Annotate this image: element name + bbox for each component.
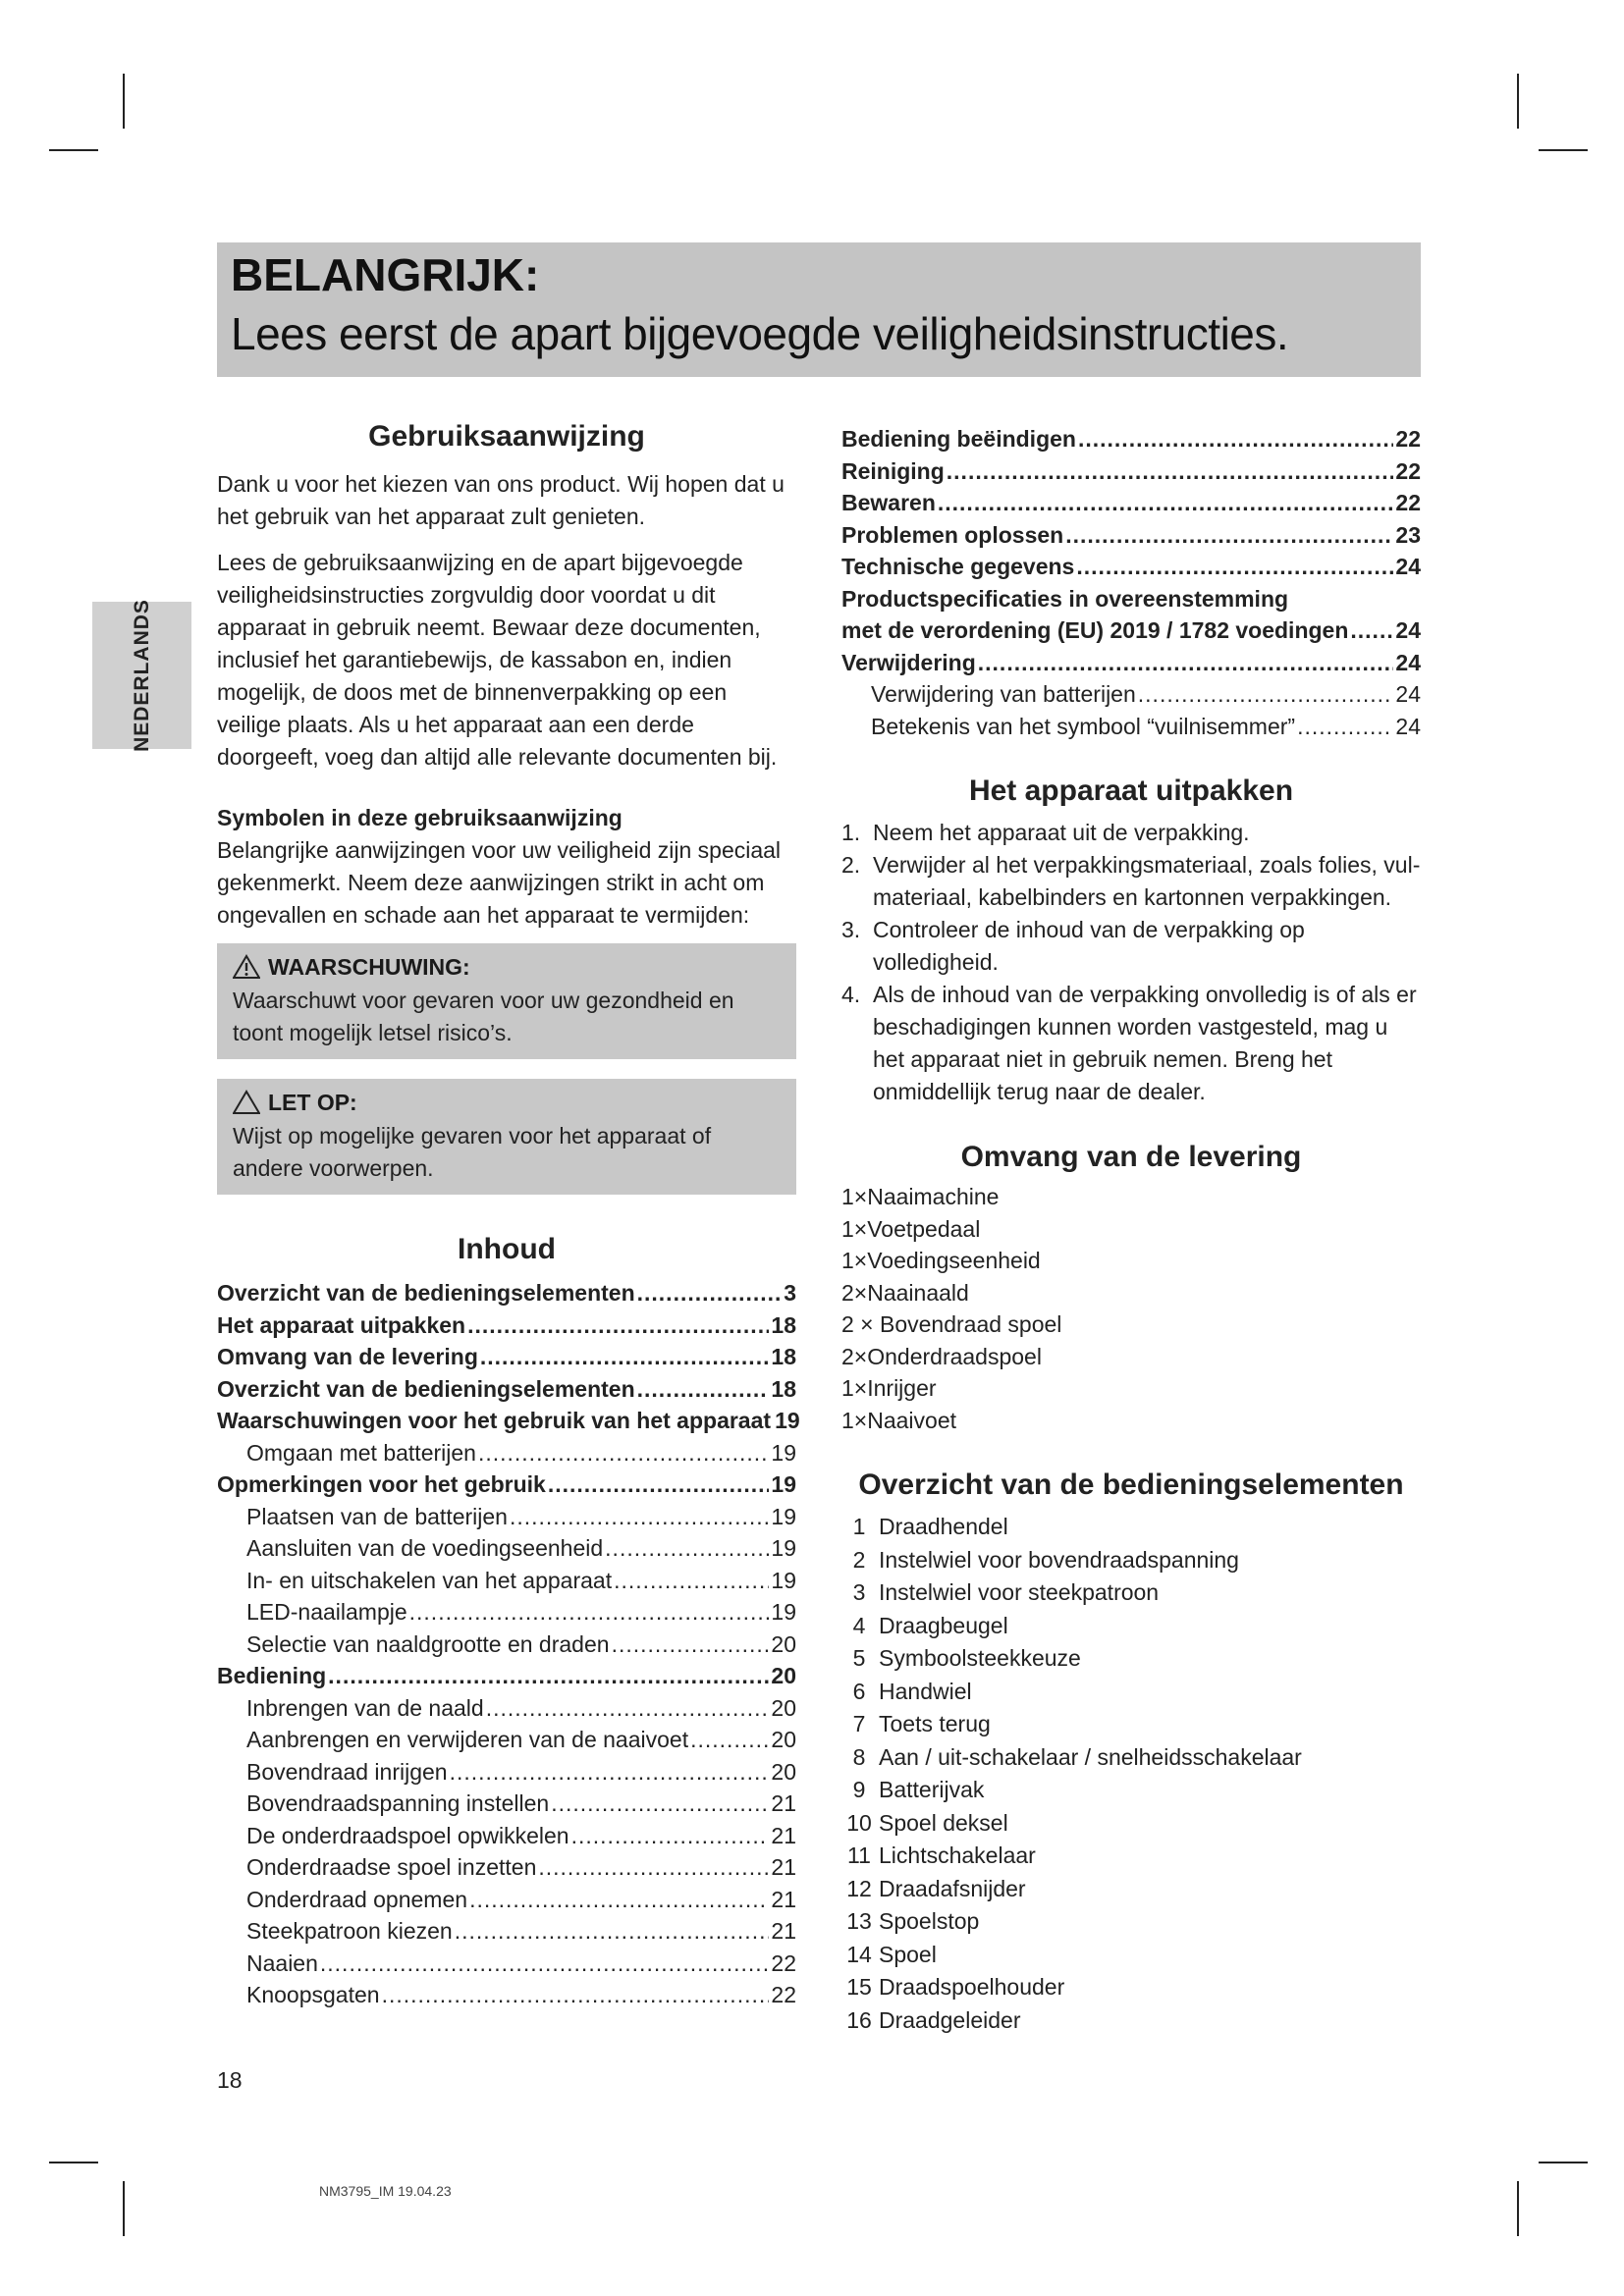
toc-entry-label: In- en uitschakelen van het apparaat xyxy=(246,1567,613,1593)
toc-entry-label: Bediening beëindigen xyxy=(841,426,1076,452)
toc-leader-dots xyxy=(538,1851,769,1884)
toc-entry-page: 22 xyxy=(1395,426,1421,452)
element-label: Spoel deksel xyxy=(879,1809,1008,1836)
crop-mark xyxy=(123,74,125,129)
unpack-step xyxy=(841,849,1421,914)
toc-leader-dots xyxy=(1065,519,1393,552)
element-item xyxy=(841,1741,1421,1775)
toc-entry xyxy=(217,1532,796,1565)
element-label: Instelwiel voor steekpatroon xyxy=(879,1579,1160,1605)
element-number: 5 xyxy=(852,1645,866,1671)
element-number: 3 xyxy=(852,1579,866,1605)
toc-entry xyxy=(217,1788,796,1820)
left-column xyxy=(217,417,800,2011)
toc-entry-label: Inbrengen van de naald xyxy=(246,1694,484,1721)
toc-entry-page: 18 xyxy=(771,1344,796,1369)
crop-mark xyxy=(1539,2162,1588,2163)
toc-entry-label: Naaien xyxy=(246,1949,318,1976)
step-number: 4. xyxy=(841,982,861,1007)
step-text: Als de inhoud van de verpakking onvolledig is of als er beschadigingen kunnen worden vastgesteld, mag u het apparaat niet in gebruik nemen. Breng het onmiddellijk terug naar de dealer. xyxy=(873,982,1417,1104)
element-label: Spoel xyxy=(879,1941,937,1967)
toc-leader-dots xyxy=(467,1309,769,1342)
toc-entry-label: Overzicht van de bedieningselementen xyxy=(217,1375,635,1402)
caution-box xyxy=(217,1079,796,1195)
toc-entry-page: 22 xyxy=(1395,457,1421,484)
toc-entry-page: 21 xyxy=(771,1854,796,1880)
step-text: Verwijder al het verpakkingsmateriaal, zoals folies, vul-materiaal, kabelbinders en kartonnen verpakkingen. xyxy=(873,852,1421,910)
element-label: Batterijvak xyxy=(879,1777,985,1802)
element-number: 7 xyxy=(852,1711,866,1736)
elements-title: Overzicht van de bedieningselementen xyxy=(858,1468,1404,1501)
element-item xyxy=(841,1939,1421,1972)
delivery-item: 1×Voedingseenheid xyxy=(841,1248,1041,1273)
toc-entry-label: Bovendraad inrijgen xyxy=(246,1758,448,1785)
table-of-contents xyxy=(217,1277,800,2011)
element-number: 2 xyxy=(852,1546,866,1573)
toc-leader-dots xyxy=(614,1565,769,1597)
toc-entry-page: 22 xyxy=(771,1949,796,1976)
element-label: Lichtschakelaar xyxy=(879,1842,1036,1868)
toc-entry-page: 21 xyxy=(771,1886,796,1912)
delivery-item: 1×Inrijger xyxy=(841,1375,937,1401)
delivery-title: Omvang van de levering xyxy=(960,1141,1302,1173)
toc-entry xyxy=(217,1660,796,1692)
element-label: Symboolsteekkeuze xyxy=(879,1645,1081,1671)
element-item xyxy=(841,1511,1421,1544)
toc-entry xyxy=(217,1851,796,1884)
toc-entry xyxy=(217,1468,796,1501)
caution-triangle-icon xyxy=(233,1090,260,1115)
step-number: 2. xyxy=(841,852,861,878)
toc-entry-page: 3 xyxy=(784,1280,796,1306)
toc-entry xyxy=(217,1373,796,1406)
banner-heading: BELANGRIJK: xyxy=(231,249,540,300)
element-label: Handwiel xyxy=(879,1678,972,1704)
delivery-item: 2×Naainaald xyxy=(841,1279,969,1306)
toc-entry-label: Aansluiten van de voedingseenheid xyxy=(246,1535,604,1561)
language-tab-label: NEDERLANDS xyxy=(130,599,153,752)
toc-entry-label: De onderdraadspoel opwikkelen xyxy=(246,1822,569,1848)
toc-entry-page: 23 xyxy=(1395,521,1421,548)
warning-box xyxy=(217,943,796,1059)
crop-mark xyxy=(123,2181,125,2236)
element-number: 11 xyxy=(847,1842,871,1868)
toc-entry xyxy=(217,1309,796,1342)
element-label: Spoelstop xyxy=(879,1908,980,1934)
toc-leader-dots xyxy=(486,1692,770,1725)
toc-leader-dots xyxy=(1078,423,1393,455)
toc-leader-dots xyxy=(978,647,1394,679)
toc-entry-page: 19 xyxy=(771,1439,796,1466)
element-item xyxy=(841,1905,1421,1939)
element-item xyxy=(841,1642,1421,1676)
delivery-item: 1×Voetpedaal xyxy=(841,1215,981,1242)
toc-entry-page: 20 xyxy=(771,1663,796,1688)
delivery-item: 2 × Bovendraad spoel xyxy=(841,1311,1062,1337)
toc-entry-label: Selectie van naaldgrootte en draden xyxy=(246,1630,610,1657)
toc-entry xyxy=(217,1277,796,1309)
element-number: 8 xyxy=(852,1743,866,1770)
manual-title: Gebruiksaanwijzing xyxy=(368,420,645,453)
banner-text: Lees eerst de apart bijgevoegde veiligheidsinstructies. xyxy=(231,308,1289,359)
symbols-text: Belangrijke aanwijzingen voor uw veiligheid zijn speciaal gekenmerkt. Neem deze aanwijzingen strikt in acht om ongevallen en schade aan het apparaat te vermijden: xyxy=(217,837,782,928)
intro-paragraph: Dank u voor het kiezen van ons product. Wij hopen dat u het gebruik van het apparaat zult genieten. xyxy=(217,471,785,529)
toc-entry-page: 24 xyxy=(1395,713,1421,739)
delivery-item: 1×Naaivoet xyxy=(841,1407,956,1433)
toc-entry-label: Het apparaat uitpakken xyxy=(217,1311,466,1338)
unpack-step xyxy=(841,817,1421,849)
toc-entry-label: Onderdraadse spoel inzetten xyxy=(246,1854,537,1880)
unpack-step xyxy=(841,979,1421,1108)
toc-entry xyxy=(841,678,1421,711)
toc-entry-page: 19 xyxy=(771,1599,796,1625)
toc-entry-page: 21 xyxy=(771,1822,796,1848)
toc-entry-label: Onderdraad opnemen xyxy=(246,1886,468,1912)
toc-entry-page: 21 xyxy=(771,1790,796,1816)
caution-title: LET OP: xyxy=(268,1090,357,1115)
toc-entry-label: Opmerkingen voor het gebruik xyxy=(217,1471,546,1497)
toc-entry xyxy=(841,423,1421,455)
toc-entry-page: 24 xyxy=(1395,617,1421,643)
toc-entry xyxy=(841,455,1421,488)
toc-leader-dots xyxy=(450,1756,770,1789)
toc-leader-dots xyxy=(478,1437,769,1469)
toc-entry-page: 24 xyxy=(1395,649,1421,675)
toc-entry-page: 20 xyxy=(771,1758,796,1785)
instructions-paragraph: Lees de gebruiksaanwijzing en de apart bijgevoegde veiligheidsinstructies zorgvuldig door voordat u dit apparaat in gebruik neemt. Bewaar deze documenten, inclusief het garantiebewijs, de kassabon en, indien mogelijk, de doos met de binnenverpakking op een veilige plaats. Als u het apparaat aan een derde doorgeeft, voeg dan altijd alle relevante documenten bij. xyxy=(217,550,778,770)
element-item xyxy=(841,1971,1421,2004)
element-item xyxy=(841,1708,1421,1741)
toc-leader-dots xyxy=(455,1915,770,1948)
toc-entry-page: 21 xyxy=(771,1918,796,1944)
toc-entry-label: Steekpatroon kiezen xyxy=(246,1918,453,1944)
toc-entry-page: 18 xyxy=(771,1375,796,1402)
warning-title: WAARSCHUWING: xyxy=(268,954,470,980)
element-item xyxy=(841,1774,1421,1807)
element-number: 1 xyxy=(852,1514,866,1539)
toc-entry xyxy=(217,1629,796,1661)
toc-leader-dots xyxy=(1138,678,1394,711)
element-number: 6 xyxy=(852,1678,866,1704)
toc-leader-dots xyxy=(510,1501,769,1533)
step-number: 1. xyxy=(841,820,861,845)
toc-leader-dots xyxy=(480,1341,770,1373)
element-label: Draadafsnijder xyxy=(879,1875,1026,1901)
toc-leader-dots xyxy=(605,1532,769,1565)
element-number: 14 xyxy=(846,1941,872,1967)
element-label: Draadspoelhouder xyxy=(879,1974,1065,2000)
toc-leader-dots xyxy=(1297,711,1393,743)
toc-entry xyxy=(217,1820,796,1852)
toc-entry-label: Verwijdering xyxy=(841,649,976,675)
right-column xyxy=(841,417,1421,2037)
toc-entry xyxy=(841,583,1421,615)
element-item xyxy=(841,1544,1421,1577)
toc-entry xyxy=(841,487,1421,519)
toc-entry-label: Bediening xyxy=(217,1663,327,1688)
toc-entry-page: 18 xyxy=(771,1311,796,1338)
crop-mark xyxy=(1517,74,1519,129)
toc-leader-dots xyxy=(469,1884,769,1916)
toc-entry xyxy=(217,1692,796,1725)
toc-entry-label: Verwijdering van batterijen xyxy=(871,681,1136,707)
delivery-item: 2×Onderdraadspoel xyxy=(841,1343,1042,1369)
step-number: 3. xyxy=(841,917,861,942)
toc-leader-dots xyxy=(548,1468,770,1501)
element-label: Instelwiel voor bovendraadspanning xyxy=(879,1546,1239,1573)
toc-entry-label: Productspecificaties in overeenstemming xyxy=(841,585,1289,612)
element-item xyxy=(841,1610,1421,1643)
toc-entry xyxy=(217,1596,796,1629)
element-number: 15 xyxy=(846,1974,872,2000)
toc-leader-dots xyxy=(1350,614,1393,647)
crop-mark xyxy=(49,2162,98,2163)
element-label: Toets terug xyxy=(879,1711,991,1736)
warning-text: Waarschuwt voor gevaren voor uw gezondheid en toont mogelijk letsel risico’s. xyxy=(233,988,734,1045)
toc-entry-label: Reiniging xyxy=(841,457,945,484)
toc-entry-page: 20 xyxy=(771,1727,796,1752)
element-item xyxy=(841,1676,1421,1709)
element-label: Aan / uit-schakelaar / snelheidsschakelaar xyxy=(879,1743,1302,1770)
footer-code: NM3795_IM 19.04.23 xyxy=(319,2183,452,2199)
caution-text: Wijst op mogelijke gevaren voor het apparaat of andere voorwerpen. xyxy=(233,1123,712,1181)
toc-entry xyxy=(217,1501,796,1533)
delivery-item: 1×Naaimachine xyxy=(841,1184,1000,1209)
toc-entry xyxy=(217,1724,796,1756)
element-item xyxy=(841,1840,1421,1873)
element-label: Draagbeugel xyxy=(879,1612,1008,1638)
page-number: 18 xyxy=(217,2067,243,2093)
toc-entry-page: 20 xyxy=(771,1694,796,1721)
toc-entry-page: 19 xyxy=(771,1535,796,1561)
toc-entry-label: Plaatsen van de batterijen xyxy=(246,1503,508,1529)
toc-entry xyxy=(217,1979,796,2011)
toc-entry-label: Omgaan met batterijen xyxy=(246,1439,476,1466)
toc-entry xyxy=(841,551,1421,583)
toc-entry xyxy=(217,1915,796,1948)
toc-leader-dots xyxy=(382,1979,770,2011)
element-number: 9 xyxy=(852,1777,866,1802)
toc-entry xyxy=(217,1948,796,1980)
toc-entry-page: 19 xyxy=(775,1408,800,1433)
toc-entry-label: Knoopsgaten xyxy=(246,1982,380,2007)
toc-leader-dots xyxy=(938,487,1394,519)
toc-entry-label: Problemen oplossen xyxy=(841,521,1064,548)
symbols-title: Symbolen in deze gebruiksaanwijzing xyxy=(217,805,623,830)
toc-entry xyxy=(217,1884,796,1916)
toc-entry-label: Technische gegevens xyxy=(841,554,1075,579)
toc-entry-page: 24 xyxy=(1395,681,1421,707)
contents-title: Inhoud xyxy=(458,1233,556,1265)
element-number: 16 xyxy=(846,2006,872,2033)
toc-leader-dots xyxy=(637,1277,783,1309)
toc-entry xyxy=(841,614,1421,647)
toc-leader-dots xyxy=(571,1820,770,1852)
toc-entry xyxy=(841,711,1421,743)
toc-entry-label: Omvang van de levering xyxy=(217,1344,478,1369)
element-label: Draadgeleider xyxy=(879,2006,1021,2033)
toc-leader-dots xyxy=(690,1724,769,1756)
toc-leader-dots xyxy=(551,1788,769,1820)
toc-leader-dots xyxy=(947,455,1394,488)
toc-entry xyxy=(217,1341,796,1373)
toc-leader-dots xyxy=(320,1948,770,1980)
element-number: 13 xyxy=(846,1908,872,1934)
crop-mark xyxy=(1517,2181,1519,2236)
language-tab xyxy=(92,599,191,752)
crop-mark xyxy=(49,149,98,151)
toc-entry-page: 22 xyxy=(771,1982,796,2007)
step-text: Controleer de inhoud van de verpakking op volledigheid. xyxy=(873,917,1305,975)
toc-entry-page: 19 xyxy=(771,1471,796,1497)
toc-entry xyxy=(217,1405,800,1437)
toc-leader-dots xyxy=(612,1629,770,1661)
toc-entry xyxy=(841,519,1421,552)
delivery-list xyxy=(841,1181,1421,1436)
toc-entry-label: LED-naailampje xyxy=(246,1599,407,1625)
toc-leader-dots xyxy=(1076,551,1393,583)
toc-entry-label: Bovendraadspanning instellen xyxy=(246,1790,550,1816)
elements-list xyxy=(841,1511,1421,2037)
toc-leader-dots xyxy=(637,1373,770,1406)
element-number: 4 xyxy=(852,1612,866,1638)
toc-entry xyxy=(217,1437,796,1469)
element-number: 12 xyxy=(846,1875,872,1901)
element-item xyxy=(841,2004,1421,2038)
toc-entry-label: Aanbrengen en verwijderen van de naaivoet xyxy=(246,1727,689,1752)
step-text: Neem het apparaat uit de verpakking. xyxy=(873,820,1250,845)
toc-entry-label: Overzicht van de bedieningselementen xyxy=(217,1280,635,1306)
element-item xyxy=(841,1807,1421,1841)
toc-entry-page: 19 xyxy=(771,1503,796,1529)
toc-entry-page: 24 xyxy=(1395,554,1421,579)
toc-leader-dots xyxy=(409,1596,770,1629)
element-item xyxy=(841,1873,1421,1906)
toc-entry xyxy=(217,1565,796,1597)
crop-mark xyxy=(1539,149,1588,151)
toc-entry-label: Bewaren xyxy=(841,490,936,515)
toc-entry-page: 20 xyxy=(771,1630,796,1657)
table-of-contents-continued xyxy=(841,423,1421,742)
unpack-steps xyxy=(841,817,1421,1108)
toc-entry-page: 19 xyxy=(771,1567,796,1593)
element-label: Draadhendel xyxy=(879,1514,1008,1539)
important-banner xyxy=(217,242,1421,377)
toc-entry-label: met de verordening (EU) 2019 / 1782 voedingen xyxy=(841,617,1349,643)
toc-leader-dots xyxy=(328,1660,769,1692)
warning-triangle-icon xyxy=(233,954,260,980)
unpack-step xyxy=(841,914,1421,979)
toc-entry-page: 22 xyxy=(1395,490,1421,515)
toc-entry xyxy=(217,1756,796,1789)
element-item xyxy=(841,1576,1421,1610)
toc-entry-label: Betekenis van het symbool “vuilnisemmer” xyxy=(871,713,1296,739)
toc-entry-label: Waarschuwingen voor het gebruik van het apparaat xyxy=(217,1408,772,1433)
unpack-title: Het apparaat uitpakken xyxy=(968,774,1294,807)
element-number: 10 xyxy=(846,1809,872,1836)
toc-entry xyxy=(841,647,1421,679)
